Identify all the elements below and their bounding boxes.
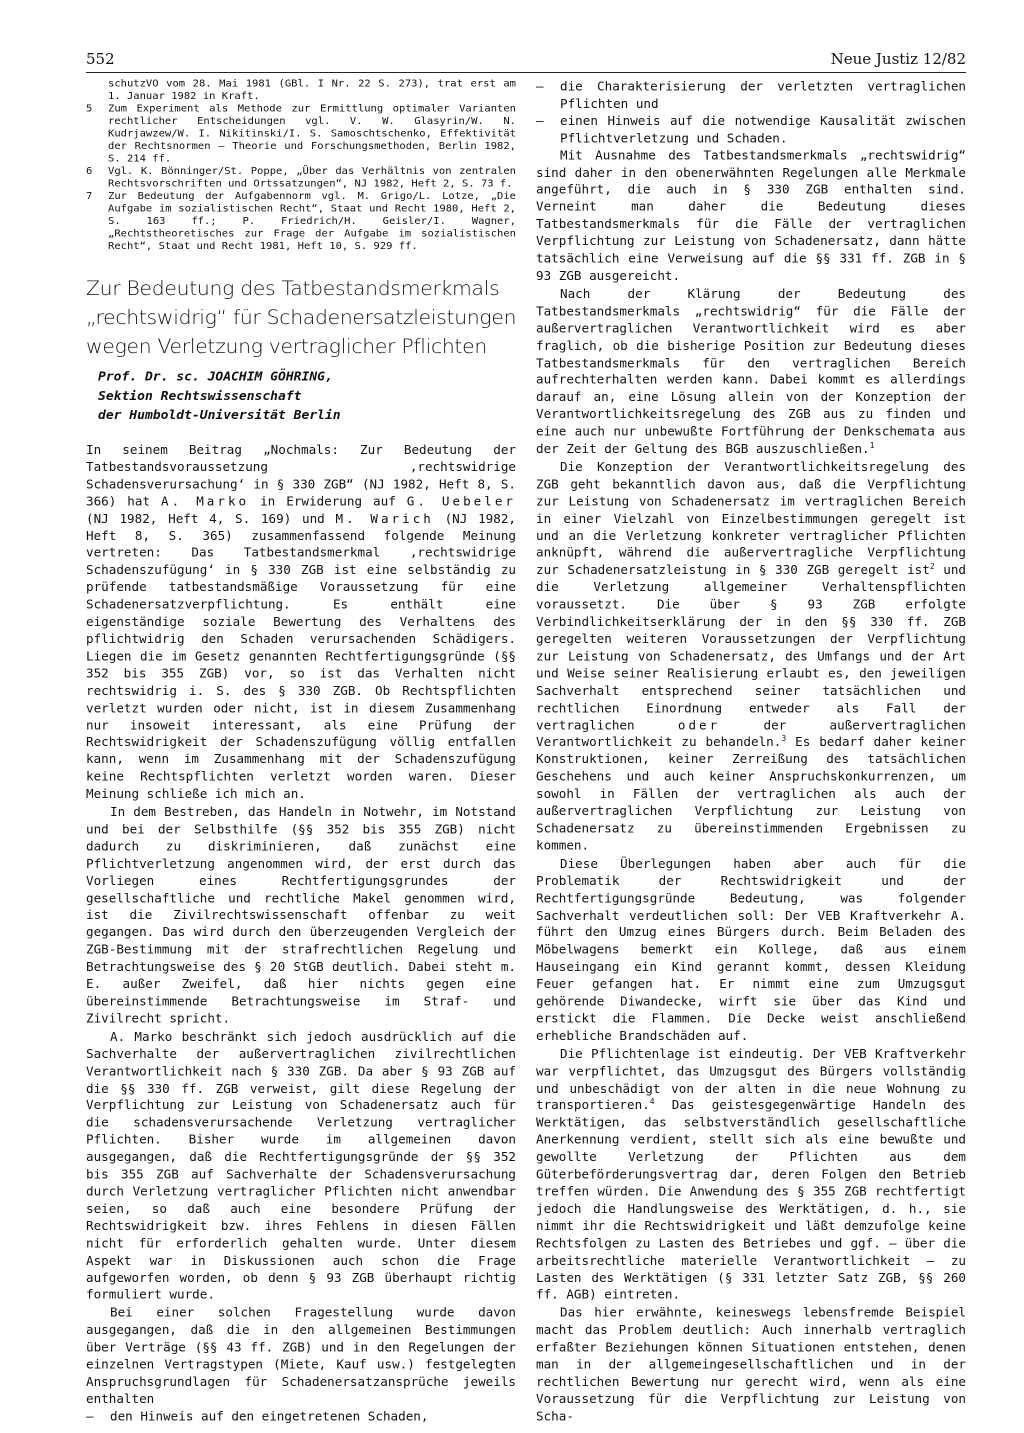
- dash-text: die Charakterisierung der verletzten vertraglichen Pflichten und: [560, 78, 966, 111]
- author-department: Sektion Rechtswissenschaft: [98, 389, 302, 404]
- dash-marker: –: [86, 1408, 94, 1424]
- dash-marker: –: [536, 78, 544, 94]
- paragraph: [86, 441, 516, 802]
- footnote: [86, 103, 516, 165]
- page-number: 552: [86, 50, 115, 68]
- dash-marker: –: [536, 113, 544, 128]
- paragraph: Diese Überlegungen haben aber auch für die Problematik der Rechtswidrigkeit und der Rechtfertigungsgründe Bedeutung, was folgender Sachverhalt verdeutlichen soll: Der VEB Kraftverkehr A. führt den Umzug eines Bürgers durch. Beim Beladen des Möbelwagens bemerkt ein Kollege, daß aus einem Hauseingang ein Kind gerannt kommt, dessen Kleidung Feuer gefangen hat. Er nimmt eine zum Umzugsgut gehörende Diwandecke, wirft sie über das Kind und erstickt die Flammen. Die Decke weist anschließend erhebliche Brandschäden auf.: [536, 856, 966, 1043]
- footnote-number: 7: [86, 190, 93, 202]
- journal-issue: Neue Justiz 12/82: [830, 50, 966, 68]
- footnote-ref: 2: [929, 562, 935, 572]
- author-university: der Humboldt-Universität Berlin: [98, 408, 341, 423]
- footnote-text: Zur Bedeutung der Aufgabennorm vgl. M. Grigo/L. Lotze, „Die Aufgabe im sozialistischen Recht“, Staat und Recht 1980, Heft 2, S. 163 ff.; P. Friedrich/H. Geisler/I. Wagner, „Rechtstheoretisches zur Frage der Aufgabe im sozialistischen Recht“, Staat und Recht 1981, Heft 10, S. 929 ff.: [108, 190, 516, 252]
- footnote-ref: 3: [781, 734, 787, 744]
- paragraph: Das hier erwähnte, keineswegs lebensfremde Beispiel macht das Problem deutlich: Auch innerhalb vertraglich erfaßter Beziehungen können Situationen entstehen, denen man in der allgemeingesellschaftlichen und in der rechtlichen Bewertung nur gerecht wird, wenn als eine Voraussetzung für die Verpflichtung zur Leistung von Scha-: [536, 1305, 966, 1424]
- text-run: Nach der Klärung der Bedeutung des Tatbestandsmerkmals „rechtswidrig“ für die Fälle der außervertraglichen Verantwortlichkeit wird es aber fraglich, ob die bisherige Position zur Bedeutung dieses Tatbestandsmerkmals für den vertraglichen Bereich aufrechterhalten werden kann. Dabei kommt es allerdings darauf an, eine Lösung allein von der Konzeption der Verantwortlichkeitsregelung des ZGB aus zu finden und eine auch nur unbewußte Fortführung der Denkschemata aus der Zeit der Geltung des BGB auszuschließen.: [536, 286, 966, 456]
- title-line: Zur Bedeutung des Tatbestandsmerkmals: [86, 276, 500, 300]
- dash-item: [536, 112, 966, 146]
- right-column: [536, 78, 966, 1425]
- text-run: der außervertraglichen Verantwortlichkeit zu behandeln.: [536, 717, 966, 750]
- dash-text: den Hinweis auf den eingetretenen Schaden,: [110, 1408, 429, 1424]
- text-run: Das geistesgegenwärtige Handeln des Werktätigen, das selbstverständlich gesellschaftliche Anerkennung verdient, stellt sich als eine bewußte und gewollte Verletzung der Pflichten aus dem Güterbeförderungsvertrag dar, deren Folgen den Betrieb treffen würden. Die Anwendung des § 355 ZGB rechtfertigt jedoch die Handlungsweise des Werktätigen, d. h., sie nimmt ihr die Rechtswidrigkeit und läßt demzufolge keine Rechtsfolgen zu Lasten des Betriebes und ggf. – über die arbeitsrechtliche materielle Verantwortlichkeit – zu Lasten des Werktätigen (§ 331 letzter Satz ZGB, §§ 260 ff. AGB) eintreten.: [536, 1098, 966, 1302]
- text-run: Die Pflichtenlage ist eindeutig. Der VEB Kraftverkehr war verpflichtet, das Umzugsgut des Bürgers vollständig und unbeschädigt von der alten in die neue Wohnung zu transportieren.: [536, 1046, 966, 1113]
- footnote-number: [86, 78, 108, 103]
- author-block: [98, 368, 516, 426]
- paragraph: In dem Bestreben, das Handeln in Notwehr, im Notstand und bei der Selbsthilfe (§§ 352 bis 355 ZGB) nicht dadurch zu diskriminieren, daß zunächst eine Pflichtverletzung angenommen wird, der erst durch das Vorliegen eines Rechtfertigungsgrundes der gesellschaftliche und rechtliche Makel genommen wird, ist die Zivilrechtswissenschaft offenbar zu weit gegangen. Das wird durch den überzeugenden Vergleich der ZGB-Bestimmung mit der strafrechtlichen Regelung und Betrachtungsweise des § 20 StGB deutlich. Dabei steht m. E. außer Zweifel, daß hier nichts gegen eine übereinstimmende Betrachtungsweise im Straf- und Zivilrecht spricht.: [86, 804, 516, 1026]
- dash-item: [536, 78, 966, 112]
- footnote: [86, 190, 516, 252]
- footnote: [86, 78, 516, 103]
- footnote-text: Vgl. K. Bönninger/St. Poppe, „Über das Verhältnis von zentralen Rechtsvorschriften und Ortssatzungen“, NJ 1982, Heft 2, S. 73 f.: [108, 165, 516, 190]
- paragraph: [536, 285, 966, 457]
- article-title: [86, 274, 517, 360]
- title-line: wegen Verletzung vertraglicher Pflichten: [86, 334, 487, 358]
- paragraph: Mit Ausnahme des Tatbestandsmerkmals „rechtswidrig“ sind daher in den obenerwähnten Regelungen alle Merkmale angeführt, die auch in § 330 ZGB enthalten sind. Verneint man daher die Bedeutung dieses Tatbestandsmerkmals für die Fälle der vertraglichen Verpflichtung zur Leistung von Schadenersatz, dann hätte tatsächlich eine Verweisung auf die §§ 331 ff. ZGB in § 93 ZGB ausgereicht.: [536, 147, 966, 283]
- text-run: (NJ 1982, Heft 8, S. 365) zusammenfassend folgende Meinung vertreten: Das Tatbestandsmerkmal ‚rechtswidrige Schadenszufügung‘ in § 330 ZGB ist eine selbständig zu prüfende tatbestandsmäßige Voraussetzung für eine Schadenersatzverpflichtung. Es enthält eine eigenständige soziale Bewertung des Verhaltens des pflichtwidrig den Schaden verursachenden Schädigers. Liegen die im Gesetz genannten Rechtfertigungsgründe (§§ 352 bis 355 ZGB) vor, so ist das Verhalten nicht rechtswidrig i. S. des § 330 ZGB. Ob Rechtspflichten verletzt wurden oder nicht, ist in diesem Zusammenhang nur insoweit interessant, als eine Prüfung der Rechtswidrigkeit der Schadenszufügung völlig entfallen kann, wenn im Zusammenhang mit der Schadenszufügung keine Rechtspflichten verletzt worden waren. Dieser Meinung schließe ich mich an.: [86, 511, 516, 801]
- left-column: [86, 78, 516, 1425]
- paragraph: [536, 458, 966, 854]
- page-header: [86, 48, 966, 73]
- author-ref: A. Marko: [161, 493, 250, 509]
- author-name: Prof. Dr. sc. JOACHIM GÖHRING,: [98, 370, 333, 385]
- dash-item: [86, 1408, 516, 1425]
- dash-text: einen Hinweis auf die notwendige Kausalität zwischen Pflichtverletzung und Schaden.: [560, 113, 966, 145]
- paragraph: [536, 1045, 966, 1303]
- author-ref: M. Warich: [335, 511, 434, 526]
- paragraph: Bei einer solchen Fragestellung wurde davon ausgegangen, daß die in den allgemeinen Bestimmungen über Verträge (§§ 43 ff. ZGB) und in den Regelungen der einzelnen Vertragstypen (Miete, Kauf usw.) festgelegten Anspruchsgrundlagen für Schadenersatzansprüche jeweils enthalten: [86, 1305, 516, 1406]
- footnote-number: 5: [86, 102, 93, 115]
- text-run: in Erwiderung auf: [249, 493, 407, 509]
- paragraph: A. Marko beschränkt sich jedoch ausdrücklich auf die Sachverhalte der außervertraglichen zivilrechtlichen Verantwortlichkeit nach § 330 ZGB. Da aber § 93 ZGB auf die §§ 330 ff. ZGB verweist, gilt diese Regelung der Verpflichtung zur Leistung von Schadenersatz auch für die schadensverursachende Verletzung vertraglicher Pflichten. Bisher wurde im allgemeinen davon ausgegangen, daß die Rechtfertigungsgründe der §§ 352 bis 355 ZGB auf Sachverhalte der Schadensverursachung durch Verletzung vertraglicher Pflichten nicht anwendbar seien, so daß auch eine besondere Prüfung der Rechtswidrigkeit bzw. ihres Fehlens in diesen Fällen nicht für erforderlich gehalten wurde. Unter diesem Aspekt war in Diskussionen auch schon die Frage aufgeworfen worden, ob denn § 93 ZGB überhaupt richtig formuliert wurde.: [86, 1029, 516, 1302]
- text-run: In seinem Beitrag „Nochmals: Zur Bedeutung der Tatbestandsvoraussetzung ‚rechtswidrige Schadensverursachung‘ in § 330 ZGB“ (NJ 1982, Heft 8, S. 366) hat: [86, 442, 516, 509]
- footnote-ref: 1: [869, 441, 875, 450]
- author-ref: G. Uebeler: [406, 493, 516, 509]
- footnote-text: Zum Experiment als Methode zur Ermittlung optimaler Varianten rechtlicher Entscheidungen vgl. V. W. Glasyrin/W. N. Kudrjawzew/W. I. Nikitinski/I. S. Samoschtschenko, Effektivität der Rechtsnormen – Theorie und Forschungsmethoden, Berlin 1982, S. 214 ff.: [108, 102, 516, 165]
- footnote: [86, 165, 516, 190]
- text-run: Die Konzeption der Verantwortlichkeitsregelung des ZGB geht bekanntlich davon aus, daß die Verpflichtung zur Leistung von Schadenersatz im vertraglichen Bereich in einer Vielzahl von Einzelbestimmungen geregelt ist und an die Verletzung konkreter vertraglicher Pflichten anknüpft, während die außervertragliche Verpflichtung zur Schadenersatzleistung in § 330 ZGB geregelt ist: [536, 459, 966, 578]
- text-run: und die Verletzung allgemeiner Verhaltenspflichten voraussetzt. Die über § 93 ZGB erfolgte Verbindlichkeitserklärung der in den §§ 330 ff. ZGB geregelten weiteren Voraussetzungen der Verpflichtung zur Leistung von Schadenersatz, des Umfangs und der Art und Weise seiner Realisierung erlaubt es, den jeweiligen Sachverhalt entsprechend seiner tatsächlichen und rechtlichen Einordnung entweder als Fall der vertraglichen: [536, 562, 966, 732]
- emphasis: oder: [677, 717, 721, 732]
- footnote-number: 6: [86, 165, 93, 177]
- footnote-ref: 4: [649, 1097, 655, 1107]
- text-run: (NJ 1982, Heft 4, S. 169) und: [86, 511, 336, 526]
- text-run: Es bedarf daher keiner Konstruktionen, keiner Zerreißung des tatsächlichen Geschehens und auch keiner Anspruchskonkurrenzen, um sowohl in Fällen der vertraglichen als auch der außervertraglichen Verpflichtung zur Leistung von Schadenersatz zu übereinstimmenden Ergebnissen zu kommen.: [536, 734, 966, 853]
- footnote-text: schutzVO vom 28. Mai 1981 (GBl. I Nr. 22 S. 273), trat erst am 1. Januar 1982 in Kraft.: [108, 78, 516, 103]
- title-line: „rechtswidrig“ für Schadenersatzleistungen: [86, 305, 517, 329]
- footnotes: [86, 78, 516, 253]
